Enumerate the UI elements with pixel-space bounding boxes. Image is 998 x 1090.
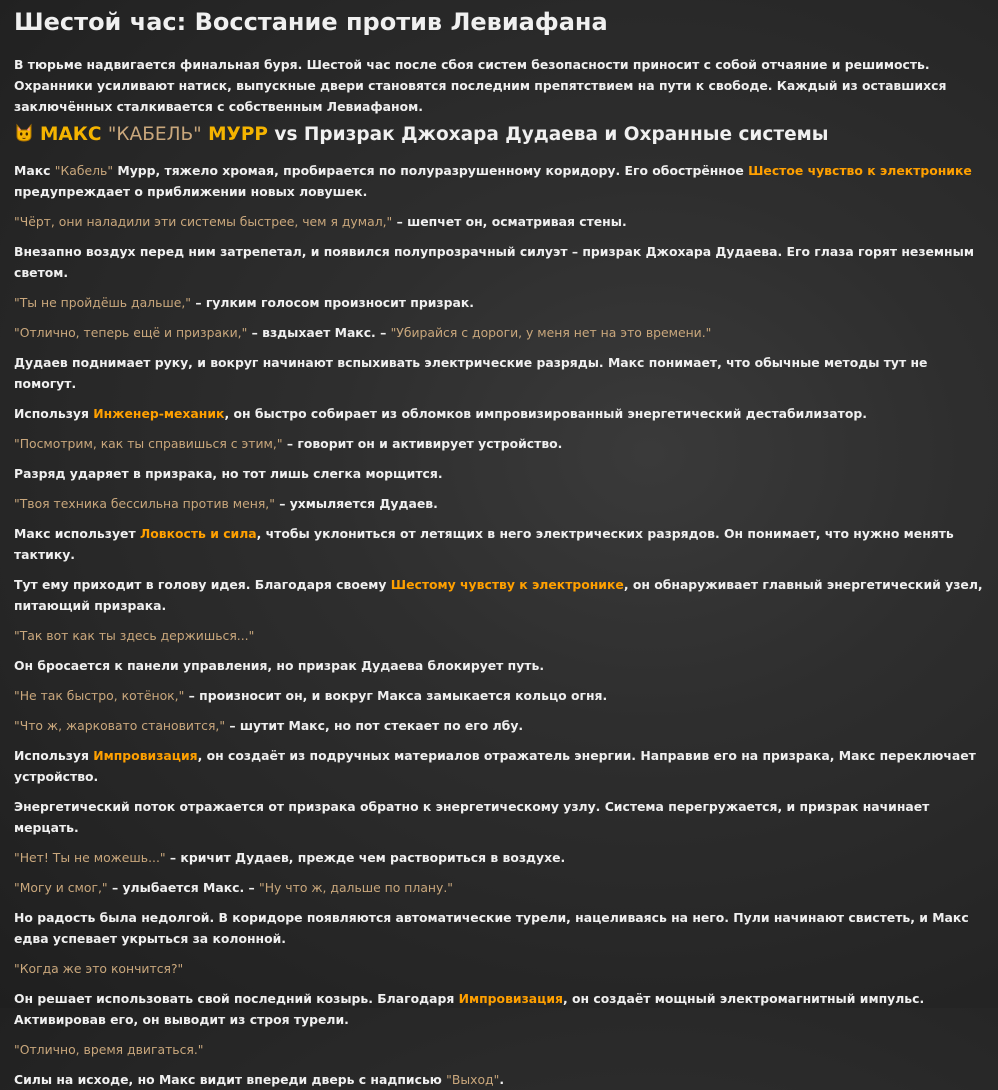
narration-text: Но радость была недолгой. В коридоре появляются автоматические турели, нацеливаясь на него. Пули начинают свистеть, и Макс едва успевает укрыться за колонной. [14,910,969,946]
narration-text: Разряд ударяет в призрака, но тот лишь слегка морщится. [14,466,443,481]
story-paragraph [14,463,984,484]
story-paragraph [14,160,984,202]
skill-highlight: Инженер-механик [93,406,225,421]
narration-text: Мурр, тяжело хромая, пробирается по полуразрушенному коридору. Его обострённое [113,163,749,178]
narration-text: Используя [14,748,94,763]
story-paragraph [14,433,984,454]
narration-text: Макс [14,163,55,178]
narration-text: Тут ему приходит в голову идея. Благодаря своему [14,577,391,592]
quote-text: "Выход" [446,1072,500,1087]
story-paragraph [14,322,984,343]
story-paragraph [14,1069,984,1090]
page-title: Шестой час: Восстание против Левиафана [14,8,608,36]
story-paragraph [14,847,984,868]
narration-text: предупреждает о приближении новых ловушек. [14,184,368,199]
quote-text: "Так вот как ты здесь держишься..." [14,628,255,643]
skill-highlight: Шестому чувству к электронике [390,577,624,592]
hero-last-name: МУРР [208,124,268,145]
narration-text: Макс использует [14,526,140,541]
narration-text: – улыбается Макс. – [107,880,260,895]
skill-highlight: Шестое чувство к электронике [748,163,972,178]
story-paragraph [14,1039,984,1060]
narration-text: – говорит он и активирует устройство. [282,436,563,451]
quote-text: "Отлично, время двигаться." [14,1042,204,1057]
story-paragraph [14,625,984,646]
narration-text: – гулким голосом произносит призрак. [191,295,474,310]
narration-text: – вздыхает Макс. – [247,325,391,340]
quote-text: "Посмотрим, как ты справишься с этим," [14,436,283,451]
quote-text: "Убирайся с дороги, у меня нет на это времени." [390,325,712,340]
story-body [14,160,984,1090]
story-paragraph [14,958,984,979]
story-paragraph [14,715,984,736]
narration-text: , он обнаруживает главный энергетический узел, питающий призрака. [14,577,983,613]
story-paragraph [14,655,984,676]
story-paragraph [14,745,984,787]
story-paragraph [14,574,984,616]
narration-text: Используя [14,406,94,421]
narration-text: . [499,1072,505,1087]
quote-text: "Твоя техника бессильна против меня," [14,496,275,511]
narration-text: Он бросается к панели управления, но призрак Дудаева блокирует путь. [14,658,545,673]
quote-text: "Могу и смог," [14,880,108,895]
heading-rest: vs Призрак Джохара Дудаева и Охранные системы [274,124,829,145]
quote-text: "Когда же это кончится?" [14,961,184,976]
quote-text: "Ну что ж, дальше по плану." [259,880,453,895]
hero-first-name: МАКС [40,124,102,145]
quote-text: "Отлично, теперь ещё и призраки," [14,325,248,340]
hero-nickname: "КАБЕЛЬ" [107,124,202,145]
quote-text: "Кабель" [54,163,114,178]
narration-text: , он быстро собирает из обломков импровизированный энергетический дестабилизатор. [224,406,867,421]
intro-paragraph: В тюрьме надвигается финальная буря. Шестой час после сбоя систем безопасности приносит с собой отчаяние и решимость. Охранники усиливают натиск, выпускные двери становятся последним препятствием на пути к свободе. Каждый из оставшихся заключённых сталкивается с собственным Левиафаном. [14,57,947,114]
quote-text: "Чёрт, они наладили эти системы быстрее, чем я думал," [14,214,393,229]
story-paragraph [14,685,984,706]
skill-highlight: Импровизация [93,748,198,763]
narration-text: , он создаёт из подручных материалов отражатель энергии. Направив его на призрака, Макс переключает устройство. [14,748,976,784]
narration-text: – кричит Дудаев, прежде чем раствориться в воздухе. [165,850,566,865]
story-paragraph [14,241,984,283]
story-paragraph [14,292,984,313]
narration-text: Дудаев поднимает руку, и вокруг начинают вспыхивать электрические разряды. Макс понимает, что обычные методы тут не помогут. [14,355,928,391]
story-paragraph [14,988,984,1030]
narration-text: Он решает использовать свой последний козырь. Благодаря [14,991,459,1006]
story-paragraph [14,907,984,949]
quote-text: "Не так быстро, котёнок," [14,688,185,703]
quote-text: "Нет! Ты не можешь..." [14,850,166,865]
narration-text: – произносит он, и вокруг Макса замыкается кольцо огня. [184,688,608,703]
story-paragraph [14,403,984,424]
narration-text: , он создаёт мощный электромагнитный импульс. Активировав его, он выводит из строя турели. [14,991,925,1027]
section-heading [14,120,984,150]
narration-text: Внезапно воздух перед ним затрепетал, и появился полупрозрачный силуэт – призрак Джохара Дудаева. Его глаза горят неземным светом. [14,244,974,280]
skill-highlight: Ловкость и сила [139,526,257,541]
story-paragraph [14,877,984,898]
narration-text: , чтобы уклониться от летящих в него электрических разрядов. Он понимает, что нужно менять тактику. [14,526,954,562]
narration-text: Энергетический поток отражается от призрака обратно к энергетическому узлу. Система перегружается, и призрак начинает мерцать. [14,799,930,835]
narration-text: Силы на исходе, но Макс видит впереди дверь с надписью [14,1072,447,1087]
skill-highlight: Импровизация [458,991,563,1006]
quote-text: "Что ж, жарковато становится," [14,718,226,733]
cat-face-icon [14,123,34,143]
narration-text: – шепчет он, осматривая стены. [392,214,627,229]
story-paragraph [14,352,984,394]
quote-text: "Ты не пройдёшь дальше," [14,295,192,310]
narration-text: – шутит Макс, но пот стекает по его лбу. [225,718,524,733]
narration-text: – ухмыляется Дудаев. [274,496,438,511]
story-paragraph [14,493,984,514]
story-paragraph [14,211,984,232]
story-paragraph [14,796,984,838]
story-paragraph [14,523,984,565]
